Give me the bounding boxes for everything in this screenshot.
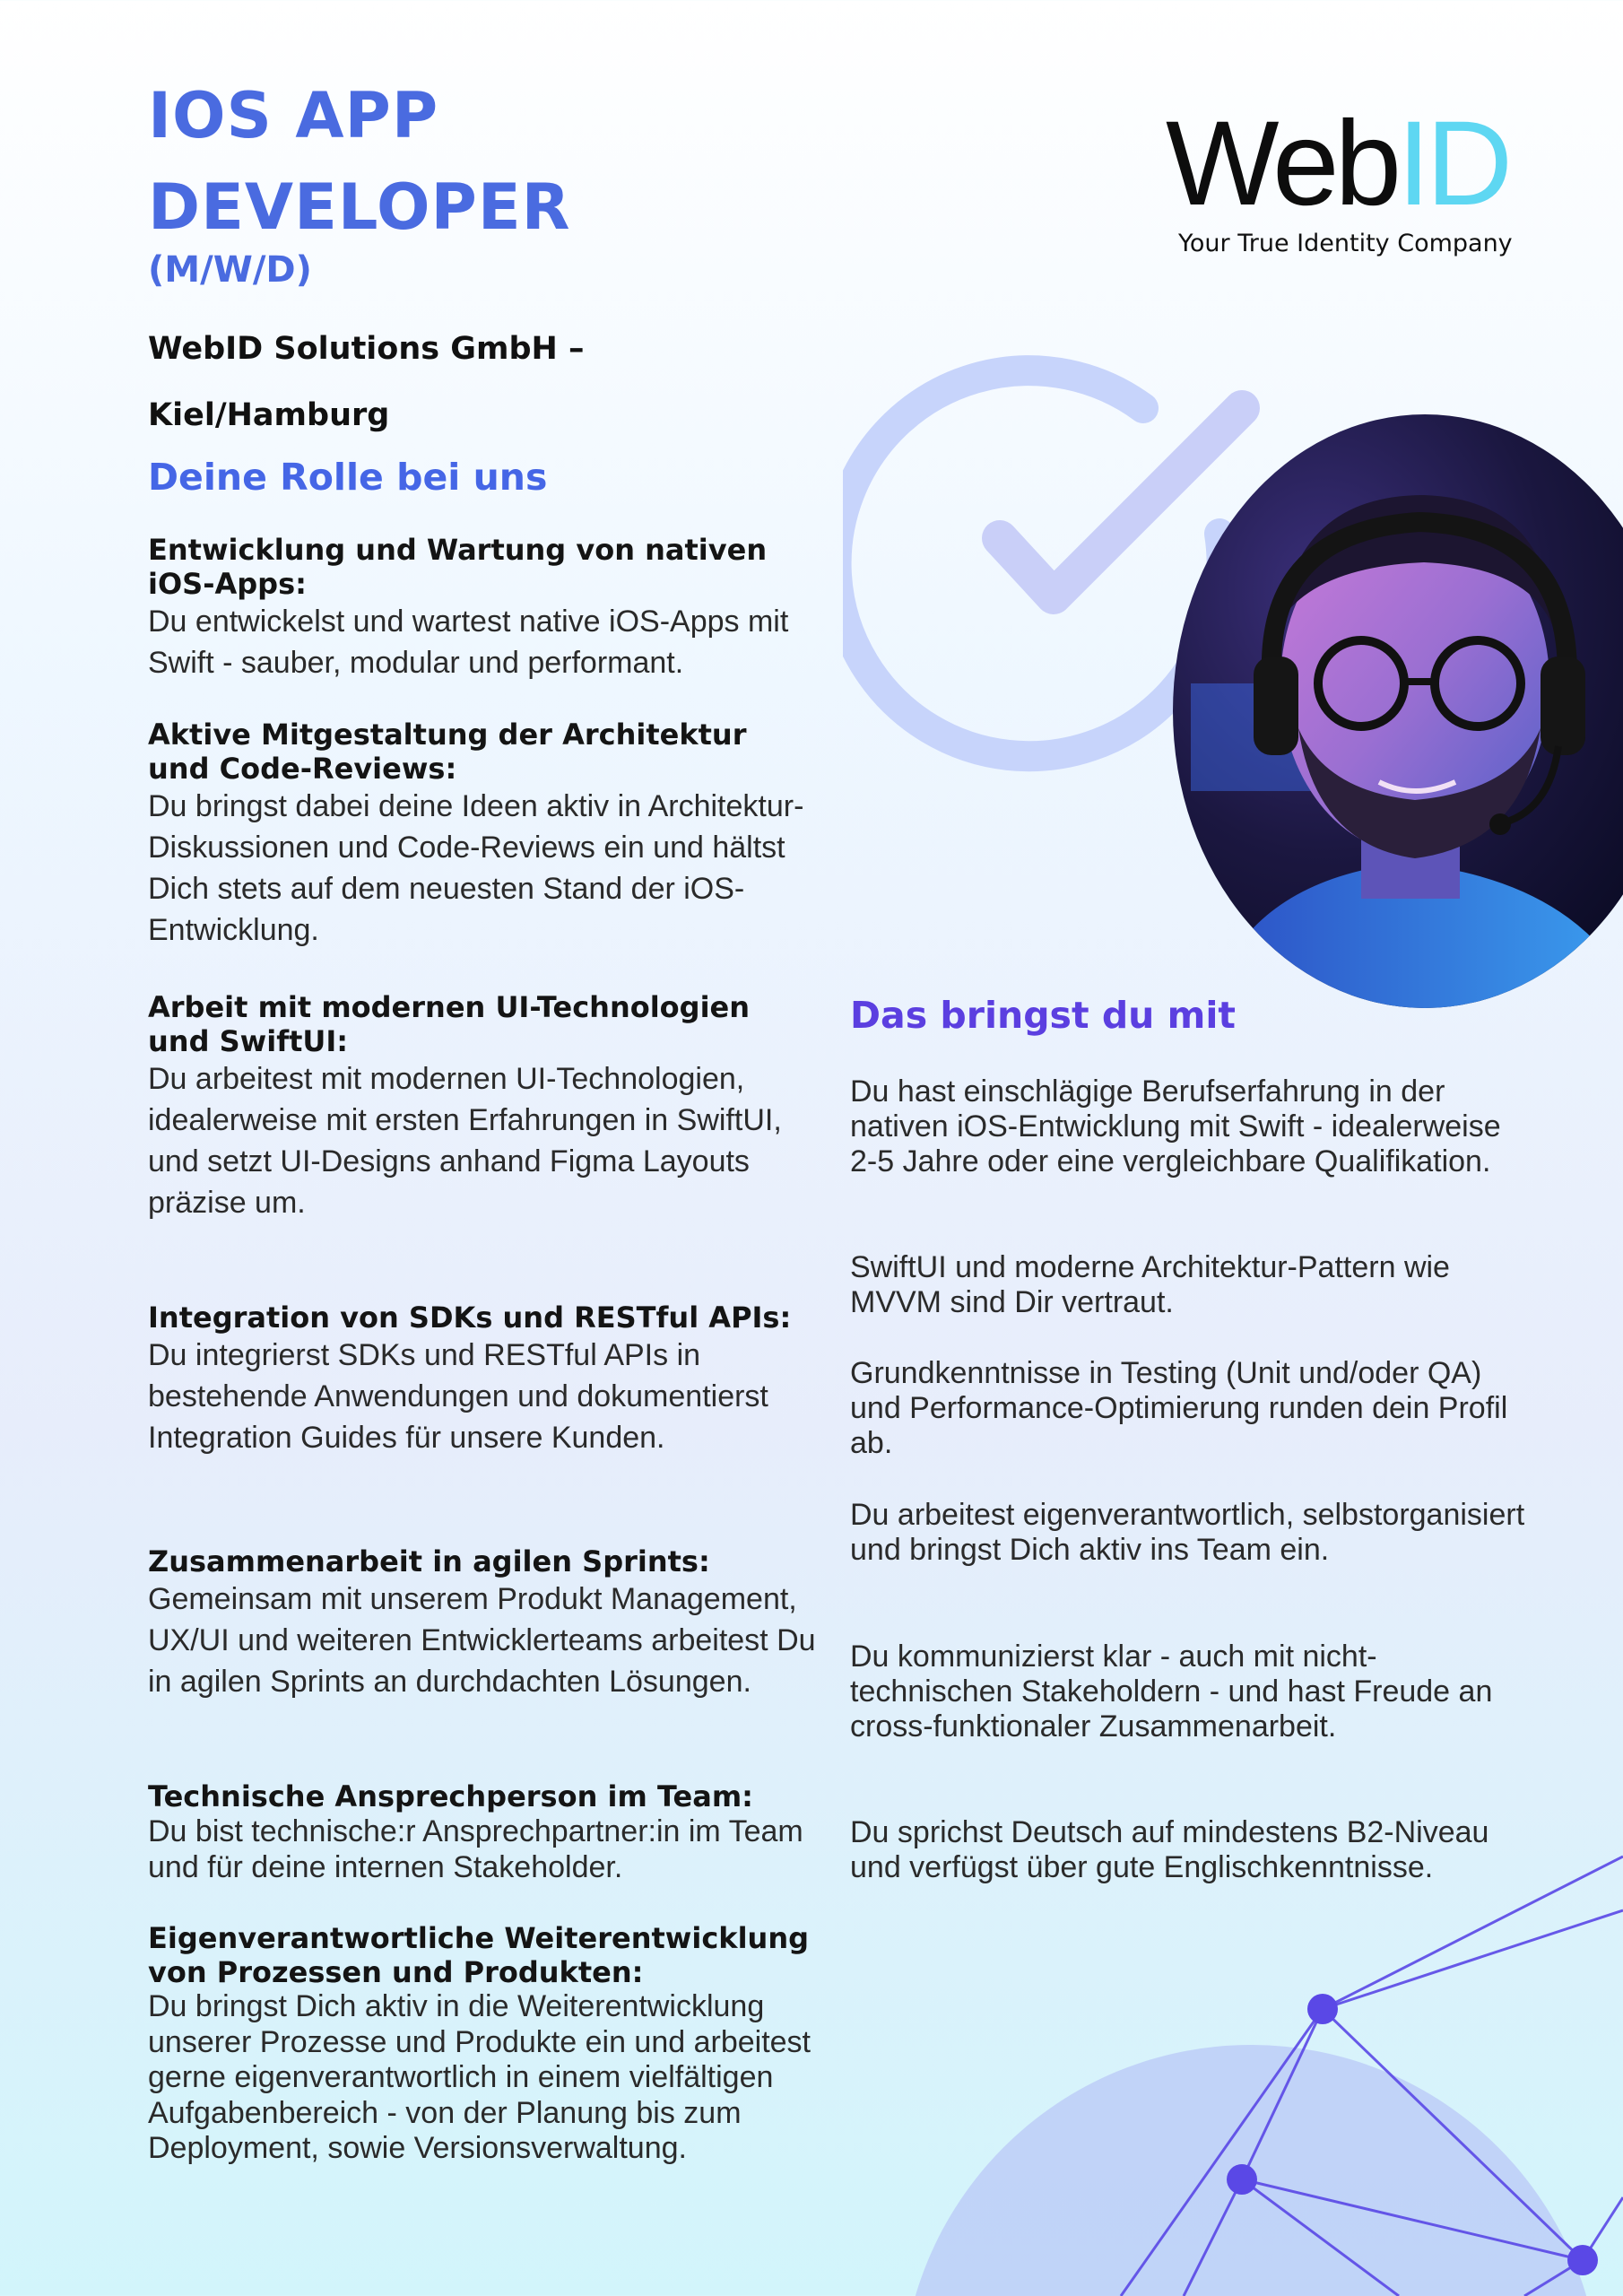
- job-title: [148, 70, 571, 253]
- role-item-text: Gemeinsam mit unserem Produkt Management, UX/UI und weiteren Entwicklerteams arbeitest Du in agilen Sprints an durchdachten Lösungen.: [148, 1582, 816, 1699]
- company-name: WebID Solutions GmbH –: [148, 331, 585, 367]
- role-item-title: Eigenverantwortliche Weiterentwicklung von Prozessen und Produkten:: [148, 1921, 809, 1989]
- role-item-title: Zusammenarbeit in agilen Sprints:: [148, 1544, 710, 1578]
- network-node: [1567, 2245, 1598, 2275]
- network-node: [1307, 1994, 1338, 2024]
- job-title-line1: IOS APP: [148, 79, 439, 152]
- developer-portrait-photo: [1173, 414, 1623, 1008]
- gender-note: (M/W/D): [148, 249, 312, 291]
- logo-id-text: ID: [1397, 97, 1509, 230]
- company-location: [148, 316, 585, 448]
- logo-wordmark: [1166, 97, 1515, 230]
- role-item: [148, 990, 816, 1223]
- requirement-item: Du kommunizierst klar - auch mit nicht-technischen Stakeholdern - und hast Freude an cross-funktionaler Zusammenarbeit.: [850, 1639, 1493, 1744]
- role-item: [148, 1779, 816, 1885]
- role-item: [148, 1300, 816, 1458]
- requirement-item: Du sprichst Deutsch auf mindestens B2-Niveau und verfügst über gute Englischkenntnisse.: [850, 1815, 1489, 1884]
- requirement-item: SwiftUI und moderne Architektur-Pattern wie MVVM sind Dir vertraut.: [850, 1250, 1450, 1319]
- company-city: Kiel/Hamburg: [148, 397, 390, 433]
- role-item-text: Du bist technische:r Ansprechpartner:in im Team und für deine internen Stakeholder.: [148, 1814, 803, 1884]
- role-item: [148, 533, 816, 683]
- role-item: [148, 1544, 816, 1702]
- role-item-title: Entwicklung und Wartung von nativen iOS-Apps:: [148, 533, 768, 601]
- requirement-item: Du hast einschlägige Berufserfahrung in der nativen iOS-Entwicklung mit Swift - idealerweise 2-5 Jahre oder eine vergleichbare Qualifikation.: [850, 1074, 1501, 1178]
- role-item-text: Du integrierst SDKs und RESTful APIs in bestehende Anwendungen und dokumentierst Integration Guides für unsere Kunden.: [148, 1338, 768, 1455]
- role-item-title: Aktive Mitgestaltung der Architektur und Code-Reviews:: [148, 718, 747, 786]
- role-item-title: Technische Ansprechperson im Team:: [148, 1779, 753, 1813]
- role-item-title: Integration von SDKs und RESTful APIs:: [148, 1300, 792, 1335]
- role-item-title: Arbeit mit modernen UI-Technologien und SwiftUI:: [148, 990, 751, 1058]
- role-item: [148, 1921, 816, 2167]
- requirements-heading: Das bringst du mit: [850, 994, 1236, 1037]
- logo-tagline: Your True Identity Company: [1178, 230, 1513, 257]
- logo-web-text: Web: [1166, 97, 1398, 230]
- role-item-text: Du bringst Dich aktiv in die Weiterentwicklung unserer Prozesse und Produkte ein und arbeitest gerne eigenverantwortlich in einem vielfältigen Aufgabenbereich - von der Planung bis zum Deployment, sowie Versionsverwaltung.: [148, 1989, 812, 2165]
- role-item-text: Du entwickelst und wartest native iOS-Apps mit Swift - sauber, modular und performant.: [148, 604, 789, 680]
- network-node: [1227, 2164, 1257, 2195]
- role-item: [148, 718, 816, 951]
- job-title-line2: DEVELOPER: [148, 170, 571, 244]
- requirement-item: Du arbeitest eigenverantwortlich, selbstorganisiert und bringst Dich aktiv ins Team ein.: [850, 1498, 1525, 1567]
- requirement-item: Grundkenntnisse in Testing (Unit und/oder QA) und Performance-Optimierung runden dein Profil ab.: [850, 1356, 1508, 1460]
- role-item-text: Du bringst dabei deine Ideen aktiv in Architektur-Diskussionen und Code-Reviews ein und hältst Dich stets auf dem neuesten Stand der iOS-Entwicklung.: [148, 789, 804, 947]
- role-heading: Deine Rolle bei uns: [148, 456, 548, 499]
- webid-logo: [1166, 97, 1515, 257]
- role-item-text: Du arbeitest mit modernen UI-Technologien, idealerweise mit ersten Erfahrungen in SwiftUI, und setzt UI-Designs anhand Figma Layouts präzise um.: [148, 1062, 782, 1220]
